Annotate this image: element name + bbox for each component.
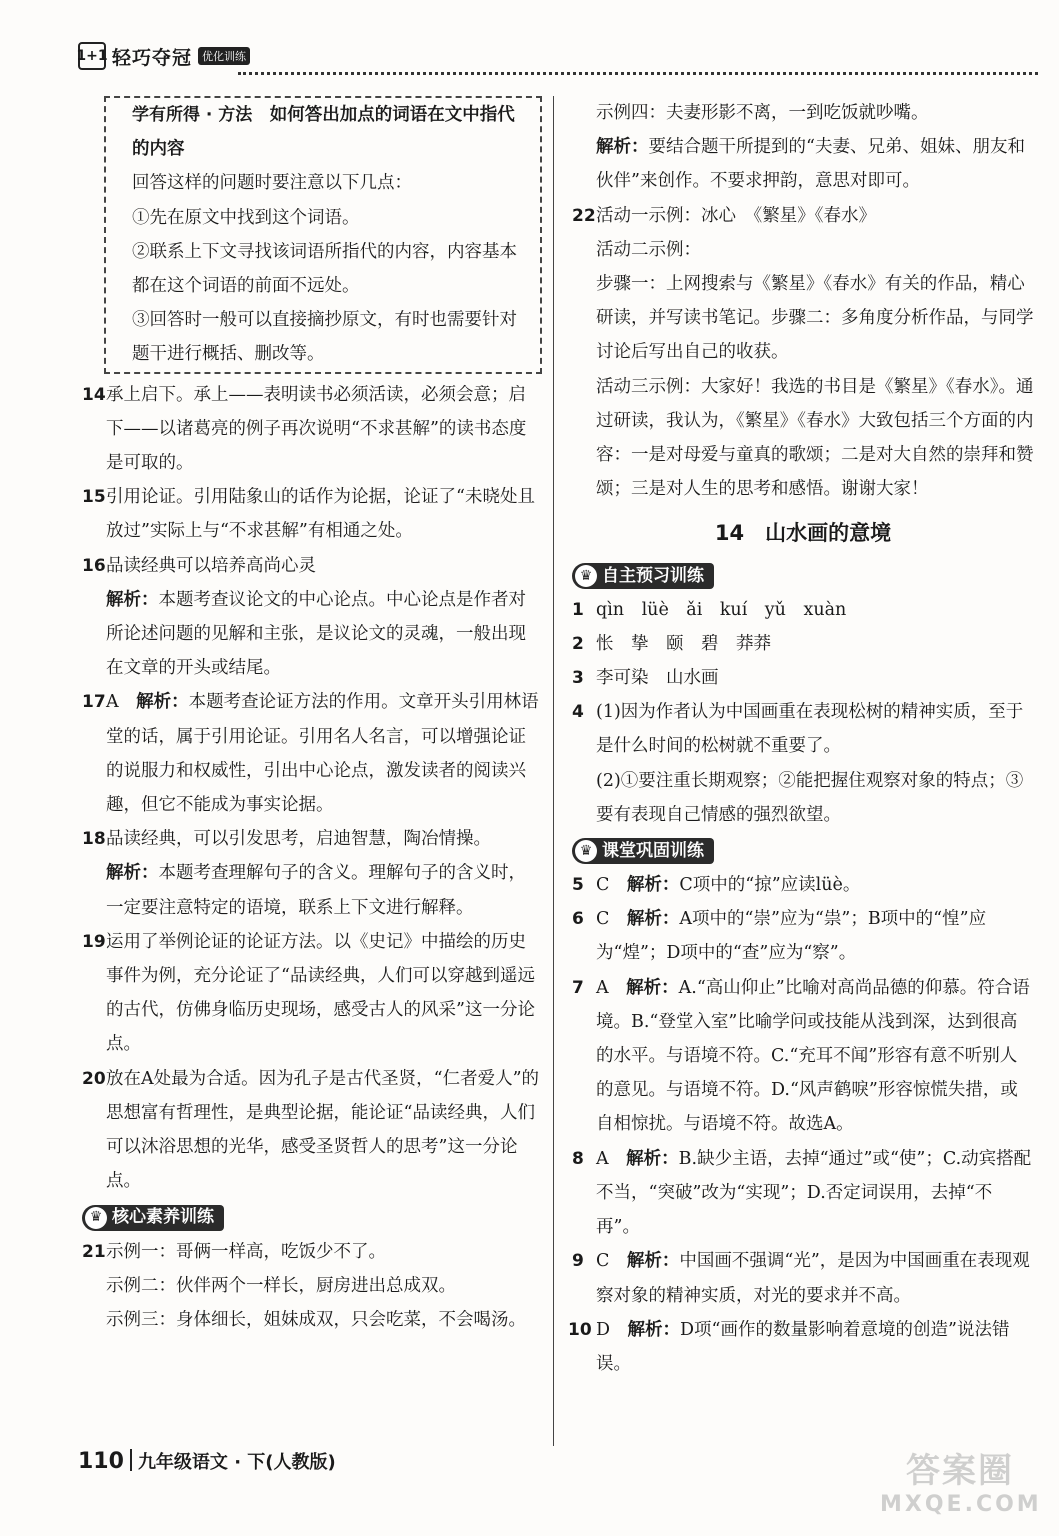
answer-text: 李可染 山水画 [596, 668, 719, 689]
analysis-label: 解析： [106, 589, 159, 610]
answer-text: (1)因为作者认为中国画重在表现松树的精神实质，至于是什么时间的松树就不重要了。 [596, 702, 1024, 757]
analysis-text: A.“高山仰止”比喻对高尚品德的仰慕。符合语境。B.“登堂入室”比喻学问或技能从浅到深，达到很高的水平。与语境不符。C.“充耳不闻”形容有意不听别人的意见。与语境不符。D.“风声鹤唳”形容惊慌失措，或自相惊扰。与语境不符。故选A。 [596, 977, 1030, 1135]
crown-icon: ♛ [85, 1207, 107, 1229]
question-number: 20 [82, 1068, 106, 1089]
activity-text: 活动三示例：大家好！我选的书目是《繁星》《春水》。通过研读，我认为，《繁星》《春水》大致包括三个方面的内容：一是对母爱与童真的歌颂；二是对大自然的崇拜和赞颂；三是对人生的思考和感悟。谢谢大家！ [596, 376, 1034, 500]
answer-text: 承上启下。承上——表明读书必须活读，必须会意；启下——以诸葛亮的例子再次说明“不求甚解”的读书态度是可取的。 [106, 384, 527, 474]
preview-1 [572, 593, 1034, 627]
answer-16 [82, 549, 542, 686]
answer-choice: A [596, 977, 609, 998]
answer-choice: C [596, 1251, 610, 1272]
question-number: 8 [572, 1148, 584, 1169]
section-title: 自主预习训练 [602, 565, 704, 586]
analysis-text: A项中的“崇”应为“祟”；B项中的“惶”应为“煌”；D项中的“查”应为“察”。 [596, 909, 987, 964]
question-number: 7 [572, 977, 584, 998]
answer-text: 放在A处最为合适。因为孔子是古代圣贤，“仁者爱人”的思想富有哲理性，是典型论据，能论证“品读经典，人们可以沐浴思想的光华，感受圣贤哲人的思考”这一分论点。 [106, 1068, 540, 1192]
activity-text: 步骤一：上网搜索与《繁星》《春水》有关的作品，精心研读，并写读书笔记。步骤二：多角度分析作品，与同学讨论后写出自己的收获。 [596, 274, 1034, 363]
activity-line: 活动二示例： [596, 239, 701, 260]
analysis-label: 解析： [626, 1251, 680, 1272]
section-title: 课堂巩固训练 [602, 840, 704, 861]
answer-text: (2)①要注重长期观察；②能把握住观察对象的特点；③要有表现自己情感的强烈欲望。 [596, 770, 1024, 825]
preview-2 [572, 627, 1034, 661]
answer-choice: C [596, 909, 610, 930]
column-divider [553, 96, 554, 1446]
analysis-label: 解析： [626, 909, 680, 930]
analysis-text: 中国画不强调“光”，是因为中国画重在表现观察对象的精神实质，对光的要求并不高。 [596, 1251, 1030, 1306]
question-number: 6 [572, 909, 584, 930]
question-number: 4 [572, 702, 584, 723]
question-number: 3 [572, 668, 584, 689]
example-line: 示例一：哥俩一样高，吃饭少不了。 [106, 1241, 386, 1262]
answer-19 [82, 925, 542, 1062]
method-tip-box [104, 96, 542, 374]
header-divider [238, 72, 1038, 75]
question-number: 9 [572, 1251, 584, 1272]
analysis-label: 解析： [626, 875, 680, 896]
question-number: 1 [572, 599, 584, 620]
left-column [82, 96, 542, 1337]
analysis-text: 本题考查论证方法的作用。文章开头引用林语堂的话，属于引用论证。引用名人名言，可以增强论证的说服力和权威性，引出中心论点，激发读者的阅读兴趣，但它不能成为事实论据。 [106, 692, 539, 816]
question-number: 17 [82, 692, 106, 713]
page-footer [78, 1448, 336, 1474]
section-classroom [572, 838, 714, 864]
tip-heading: 如何答出加点的词语在文中指代的内容 [132, 105, 515, 160]
answer-17 [82, 685, 542, 822]
tip-line: ①先在原文中找到这个词语。 [132, 207, 360, 228]
analysis-label: 解析： [136, 692, 189, 713]
answer-15 [82, 480, 542, 548]
question-number: 22 [572, 205, 596, 226]
answer-22 [572, 199, 1034, 507]
answer-18 [82, 822, 542, 925]
preview-3 [572, 661, 1034, 695]
class-8 [572, 1142, 1034, 1245]
question-number: 14 [82, 384, 106, 405]
brand-name: 轻巧夺冠 [112, 46, 193, 69]
class-5 [572, 868, 1034, 902]
analysis-text: D项“画作的数量影响着意境的创造”说法错误。 [596, 1319, 1010, 1374]
answer-choice: C [596, 875, 610, 896]
answer-21 [82, 1235, 542, 1338]
answer-choice: A [596, 1148, 609, 1169]
analysis-label: 解析： [626, 977, 679, 998]
class-9 [572, 1244, 1034, 1312]
example-line: 示例四：夫妻形影不离，一到吃饭就吵嘴。 [596, 103, 929, 123]
tip-line: ②联系上下文寻找该词语所指代的内容，内容基本都在这个词语的前面不远处。 [132, 241, 517, 297]
analysis-text: C项中的“掠”应读lüè。 [679, 875, 861, 896]
question-number: 10 [568, 1319, 592, 1340]
book-title: 九年级语文 · 下(人教版) [137, 1452, 336, 1473]
question-number: 21 [82, 1241, 106, 1262]
question-number: 15 [82, 487, 106, 508]
tip-line: ③回答时一般可以直接摘抄原文，有时也需要针对题干进行概括、删改等。 [132, 310, 517, 365]
tip-title: 学有所得 · 方法 [132, 105, 253, 125]
answer-text: 怅 挚 颐 碧 莽莽 [596, 633, 771, 654]
question-number: 2 [572, 633, 584, 654]
analysis-label: 解析： [106, 863, 159, 884]
analysis-text: 要结合题干所提到的“夫妻、兄弟、姐妹、朋友和伙伴”来创作。不要求押韵，意思对即可。 [596, 137, 1025, 192]
analysis-text: 本题考查议论文的中心论点。中心论点是作者对所论述问题的见解和主张，是议论文的灵魂，一般出现在文章的开头或结尾。 [106, 589, 526, 679]
section-preview [572, 563, 714, 589]
question-number: 16 [82, 555, 106, 576]
page-header [78, 42, 1038, 76]
footer-separator [130, 1449, 132, 1471]
page-number: 110 [78, 1449, 124, 1474]
lesson-title: 14 山水画的意境 [714, 521, 892, 546]
watermark-url: MXQE.COM [880, 1492, 1042, 1517]
example-line: 示例三：身体细长，姐妹成双，只会吃菜，不会喝汤。 [106, 1309, 526, 1330]
watermark-logo-text: 答案圈 [906, 1451, 1014, 1491]
answer-text: 品读经典，可以引发思考，启迪智慧，陶冶情操。 [106, 829, 491, 850]
class-6 [572, 902, 1034, 970]
analysis-text: 本题考查理解句子的含义。理解句子的含义时，一定要注意特定的语境，联系上下文进行解释。 [106, 863, 526, 918]
answer-choice: A [106, 692, 119, 713]
answer-20 [82, 1062, 542, 1199]
answer-21-continued [572, 96, 1034, 199]
brand-subtitle: 优化训练 [198, 47, 250, 65]
question-number: 18 [82, 829, 106, 850]
watermark [880, 1450, 1040, 1530]
analysis-text: B.缺少主语，去掉“通过”或“使”；C.动宾搭配不当，“突破”改为“实现”；D.否定词误用，去掉“不再”。 [596, 1148, 1032, 1238]
analysis-label: 解析： [626, 1148, 679, 1169]
section-core-literacy [82, 1205, 224, 1231]
brand-logo [78, 42, 250, 70]
class-7 [572, 971, 1034, 1142]
answer-text: qìn lüè ǎi kuí yǔ xuàn [596, 599, 847, 620]
answer-text: 引用论证。引用陆象山的话作为论据，论证了“未晓处且放过”实际上与“不求甚解”有相通之处。 [106, 487, 535, 542]
right-column [568, 96, 1034, 1381]
logo-icon: 1+1 [78, 42, 106, 70]
section-title: 核心素养训练 [112, 1207, 214, 1228]
example-line: 示例二：伙伴两个一样长，厨房进出总成双。 [106, 1275, 456, 1296]
class-10 [568, 1313, 1034, 1381]
analysis-label: 解析： [596, 137, 649, 158]
answer-14 [82, 378, 542, 481]
activity-line: 活动一示例：冰心 《繁星》《春水》 [596, 205, 876, 226]
question-number: 5 [572, 875, 584, 896]
preview-4 [572, 695, 1034, 832]
question-number: 19 [82, 931, 106, 952]
tip-line: 回答这样的问题时要注意以下几点： [132, 173, 412, 194]
answer-choice: D [596, 1319, 611, 1340]
answer-text: 品读经典可以培养高尚心灵 [106, 555, 316, 576]
analysis-label: 解析： [627, 1319, 681, 1340]
answer-text: 运用了举例论证的论证方法。以《史记》中描绘的历史事件为例，充分论证了“品读经典，人们可以穿越到遥远的古代，仿佛身临历史现场，感受古人的风采”这一分论点。 [106, 931, 535, 1055]
crown-icon: ♛ [575, 840, 597, 862]
crown-icon: ♛ [575, 565, 597, 587]
